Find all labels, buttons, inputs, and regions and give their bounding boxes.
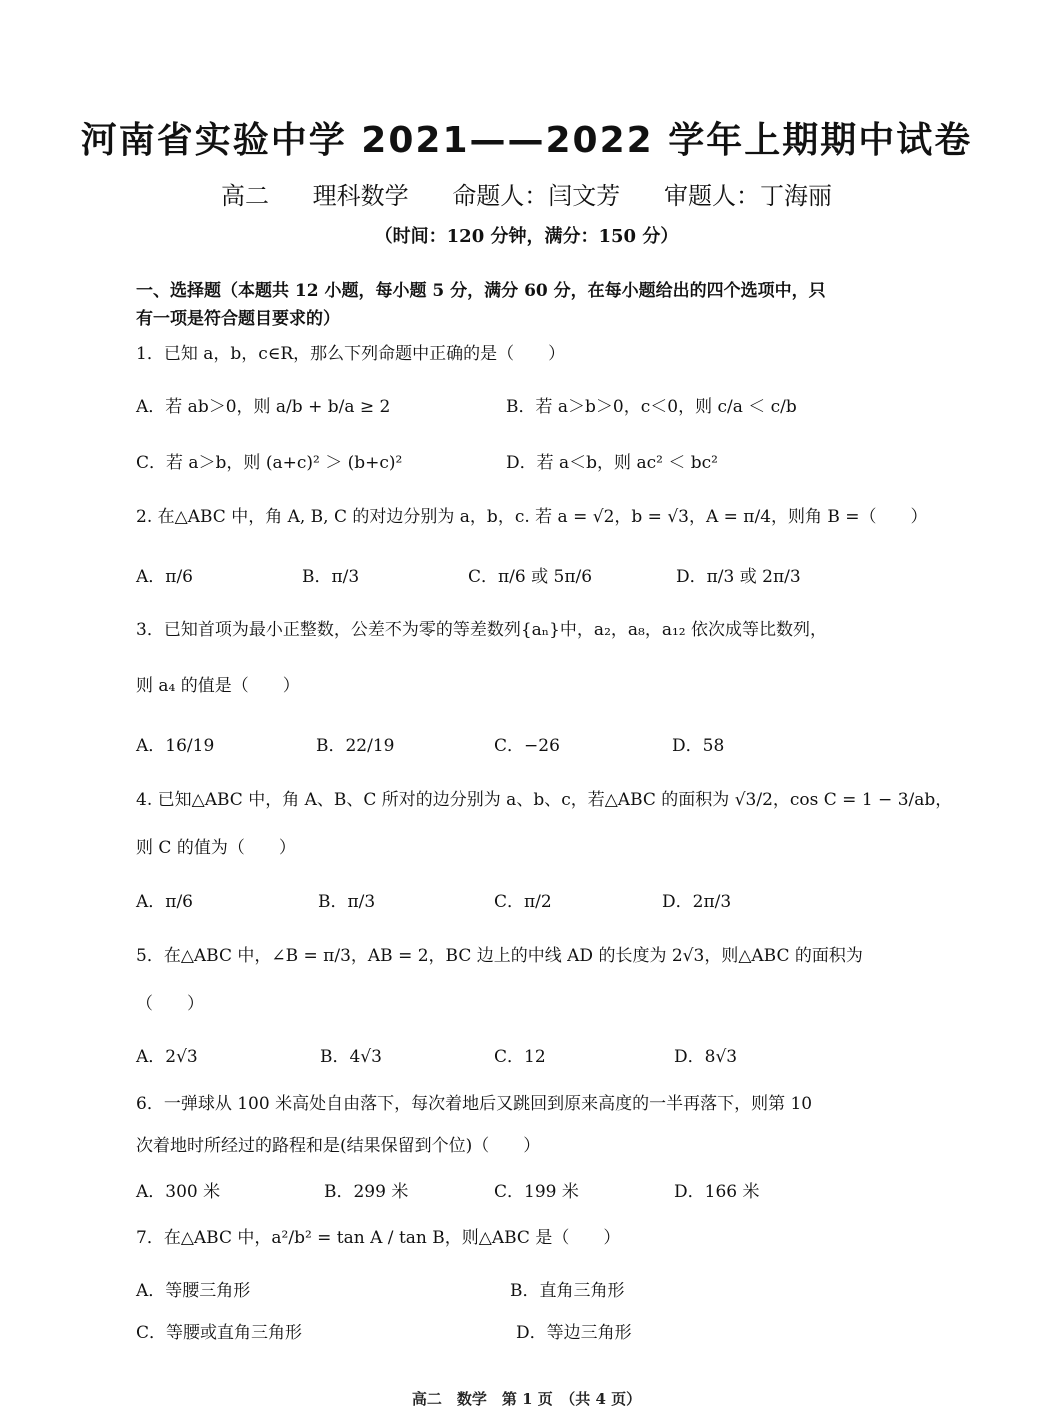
- q3-stem-line2: 则 a₄ 的值是（ ）: [136, 676, 300, 696]
- time-info: （时间：120 分钟，满分：150 分）: [374, 226, 679, 247]
- q7-option-a: A．等腰三角形: [136, 1281, 251, 1301]
- q5-stem-line1: 5．在△ABC 中，∠B = π/3，AB = 2，BC 边上的中线 AD 的长度为 2√3，则△ABC 的面积为: [136, 946, 863, 966]
- q2-option-c: C．π/6 或 5π/6: [468, 567, 593, 587]
- q5-option-a: A．2√3: [136, 1047, 198, 1067]
- q3-option-a: A．16/19: [136, 736, 215, 756]
- page-footer: 高二 数学 第 1 页 （共 4 页）: [411, 1390, 642, 1408]
- q4-option-b: B．π/3: [318, 892, 376, 912]
- reviewer-label: 审题人：丁海丽: [663, 182, 832, 210]
- q4-option-c: C．π/2: [494, 892, 552, 912]
- section-heading-line2: 有一项是符合题目要求的）: [136, 309, 340, 329]
- q5-option-c: C．12: [494, 1047, 546, 1067]
- q6-stem-line2: 次着地时所经过的路程和是(结果保留到个位)（ ）: [136, 1136, 541, 1156]
- subject-label: 理科数学: [312, 182, 409, 210]
- q5-stem-line2: （ ）: [136, 994, 204, 1014]
- q2-option-d: D．π/3 或 2π/3: [676, 567, 801, 587]
- q7-stem: 7．在△ABC 中，a²/b² = tan A / tan B，则△ABC 是（ ）: [136, 1228, 621, 1248]
- q1-option-c: C．若 a＞b，则 (a+c)² ＞ (b+c)²: [136, 453, 403, 473]
- grade-label: 高二: [221, 182, 270, 210]
- q2-option-a: A．π/6: [136, 567, 193, 587]
- q7-option-d: D．等边三角形: [516, 1323, 632, 1343]
- q1-option-d: D．若 a＜b，则 ac² ＜ bc²: [506, 453, 718, 473]
- q2-option-b: B．π/3: [302, 567, 360, 587]
- q3-stem-line1: 3．已知首项为最小正整数，公差不为零的等差数列{aₙ}中，a₂，a₈，a₁₂ 依次成等比数列，: [136, 620, 828, 640]
- q5-option-d: D．8√3: [674, 1047, 738, 1067]
- exam-subtitle: [0, 176, 1053, 211]
- q5-option-b: B．4√3: [320, 1047, 382, 1067]
- q6-stem-line1: 6．一弹球从 100 米高处自由落下，每次着地后又跳回到原来高度的一半再落下，则第 10: [136, 1094, 813, 1114]
- q6-option-c: C．199 米: [494, 1182, 579, 1202]
- exam-title: 河南省实验中学 2021——2022 学年上期期中试卷: [80, 120, 973, 161]
- q4-option-d: D．2π/3: [662, 892, 732, 912]
- q6-option-a: A．300 米: [136, 1182, 221, 1202]
- q3-option-c: C．−26: [494, 736, 560, 756]
- q7-option-b: B．直角三角形: [510, 1281, 625, 1301]
- author-label: 命题人：闫文芳: [452, 182, 621, 210]
- q1-option-b: B．若 a＞b＞0，c＜0，则 c/a ＜ c/b: [506, 397, 797, 417]
- section-heading-line1: 一、选择题（本题共 12 小题，每小题 5 分，满分 60 分，在每小题给出的四个选项中，只: [136, 281, 826, 301]
- q3-option-d: D．58: [672, 736, 725, 756]
- q7-option-c: C．等腰或直角三角形: [136, 1323, 303, 1343]
- q3-option-b: B．22/19: [316, 736, 395, 756]
- q1-option-a: A．若 ab＞0，则 a/b + b/a ≥ 2: [136, 397, 391, 417]
- q6-option-b: B．299 米: [324, 1182, 409, 1202]
- q4-stem-line2: 则 C 的值为（ ）: [136, 838, 296, 858]
- q4-stem-line1: 4. 已知△ABC 中，角 A、B、C 所对的边分别为 a、b、c，若△ABC 的面积为 √3/2，cos C = 1 − 3/ab，: [136, 790, 953, 810]
- q6-option-d: D．166 米: [674, 1182, 760, 1202]
- q1-stem: 1．已知 a，b，c∈R，那么下列命题中正确的是（ ）: [136, 344, 566, 364]
- q4-option-a: A．π/6: [136, 892, 193, 912]
- q2-stem: 2. 在△ABC 中，角 A, B, C 的对边分别为 a，b，c. 若 a = √2，b = √3，A = π/4，则角 B =（ ）: [136, 507, 928, 527]
